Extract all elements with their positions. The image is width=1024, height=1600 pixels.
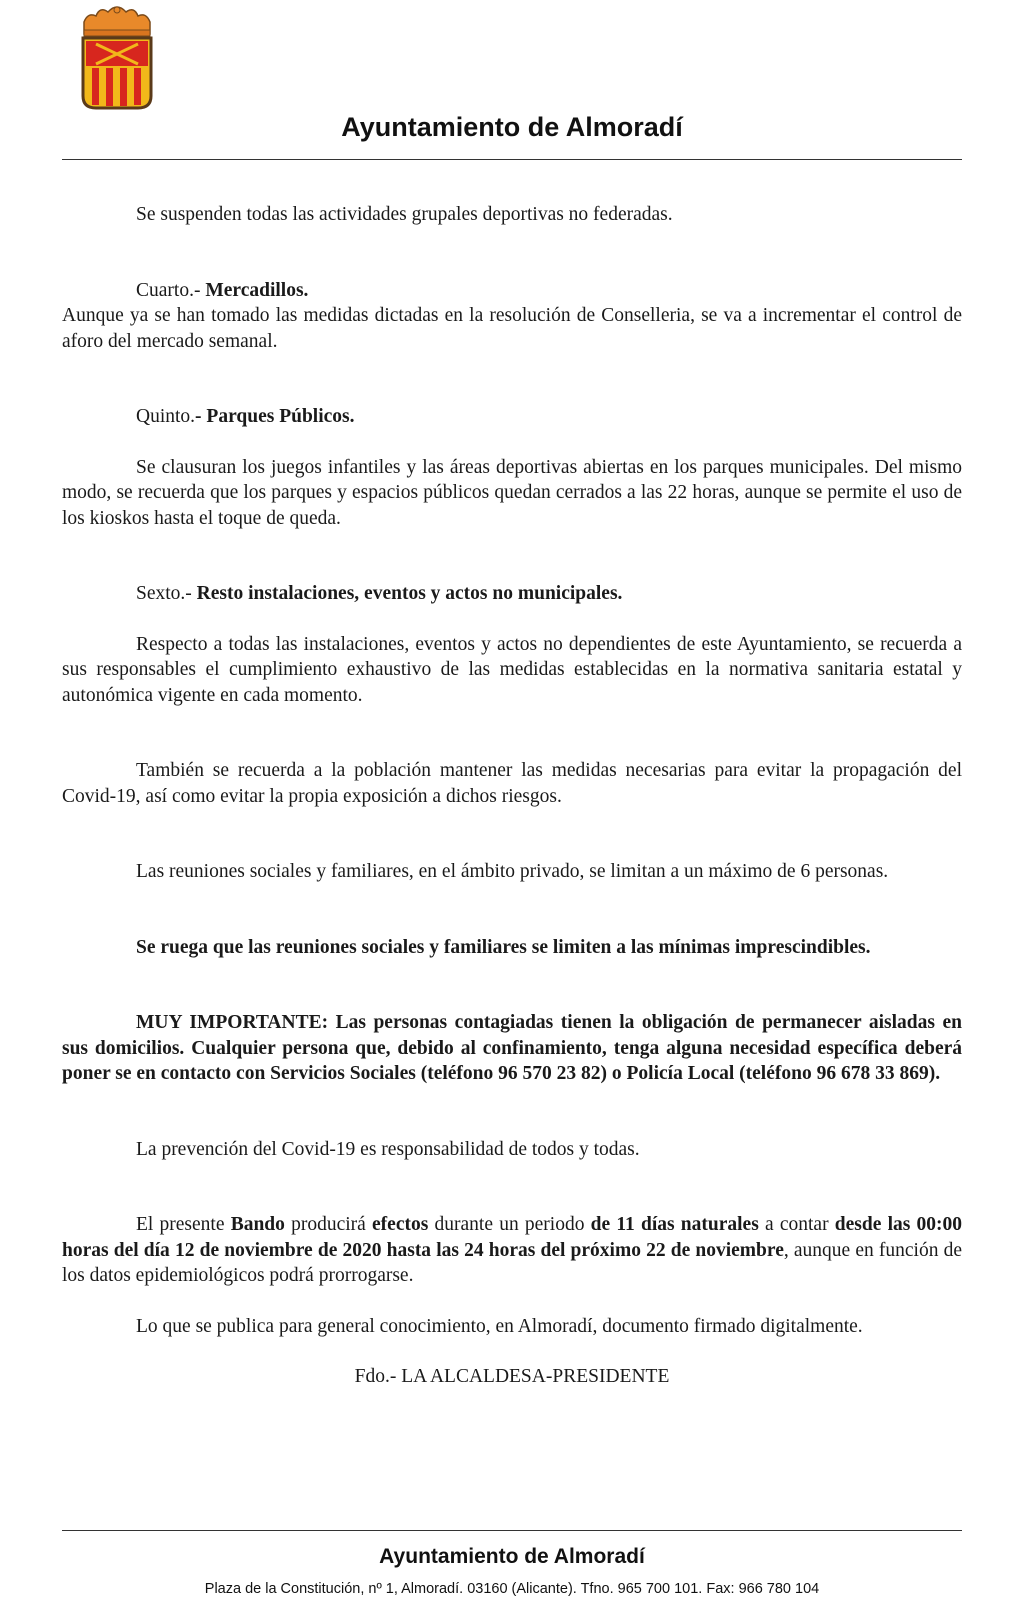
paragraph-reuniones: Las reuniones sociales y familiares, en el ámbito privado, se limitan a un máximo de 6 personas. — [136, 861, 889, 882]
paragraph-parques: Se clausuran los juegos infantiles y las áreas deportivas abiertas en los parques municipales. Del mismo modo, se recuerda que los parques y espacios públicos quedan cerrados a las 22 horas, aunque se permite el uso de los kioskos hasta el toque de queda. — [62, 456, 962, 529]
section-quinto-heading: Quinto.- Parques Públicos. — [136, 406, 355, 427]
footer-address: Plaza de la Constitución, nº 1, Almoradí. 03160 (Alicante). Tfno. 965 700 101. Fax: 966 780 104 — [204, 1581, 820, 1597]
section-sexto-heading: Sexto.- Resto instalaciones, eventos y actos no municipales. — [136, 583, 623, 604]
document-body — [62, 202, 962, 1390]
footer-title: Ayuntamiento de Almoradí — [379, 1545, 645, 1568]
paragraph-publica: Lo que se publica para general conocimiento, en Almoradí, documento firmado digitalmente. — [136, 1315, 863, 1337]
paragraph-mercadillos: Aunque ya se han tomado las medidas dictadas en la resolución de Conselleria, se va a incrementar el control de aforo del mercado semanal. — [62, 305, 962, 352]
footer-divider — [62, 1530, 962, 1531]
paragraph-tambien: También se recuerda a la población mantener las medidas necesarias para evitar la propagación del Covid-19, así como evitar la propia exposición a dichos riesgos. — [62, 760, 962, 807]
signature: Fdo.- LA ALCALDESA-PRESIDENTE — [354, 1366, 670, 1387]
header-title: Ayuntamiento de Almoradí — [341, 112, 683, 142]
paragraph-bando: El presente Bando producirá efectos durante un periodo de 11 días naturales a contar desde las 00:00 horas del día 12 de noviembre de 2020 hasta las 24 horas del próximo 22 de noviembre, aunque en función de los datos epidemiológicos podrá prorrogarse. — [62, 1214, 963, 1286]
paragraph-ruega: Se ruega que las reuniones sociales y familiares se limiten a las mínimas imprescindibles. — [136, 936, 871, 958]
paragraph-prevencion: La prevención del Covid-19 es responsabilidad de todos y todas. — [136, 1138, 640, 1160]
section-cuarto-title: Mercadillos. — [205, 279, 309, 301]
section-quinto-title: - Parques Públicos. — [195, 406, 355, 427]
header-divider — [62, 159, 962, 160]
paragraph-actividades: Se suspenden todas las actividades grupales deportivas no federadas. — [136, 204, 673, 225]
paragraph-instalaciones: Respecto a todas las instalaciones, eventos y actos no dependientes de este Ayuntamiento, se recuerda a sus responsables el cumplimiento exhaustivo de las medidas establecidas en la normativa sanitaria estatal y autonómica vigente en cada momento. — [62, 633, 962, 706]
section-sexto-title: Resto instalaciones, eventos y actos no municipales. — [196, 583, 623, 604]
coat-of-arms-icon — [78, 4, 156, 112]
paragraph-muy-importante: MUY IMPORTANTE: Las personas contagiadas tienen la obligación de permanecer aisladas en sus domicilios. Cualquier persona que, debido al confinamiento, tenga alguna necesidad específica deberá poner se en contacto con Servicios Sociales (teléfono 96 570 23 82) o Policía Local (teléfono 96 678 33 869). — [62, 1012, 962, 1084]
section-cuarto-heading: Cuarto.- Mercadillos. — [136, 279, 309, 301]
